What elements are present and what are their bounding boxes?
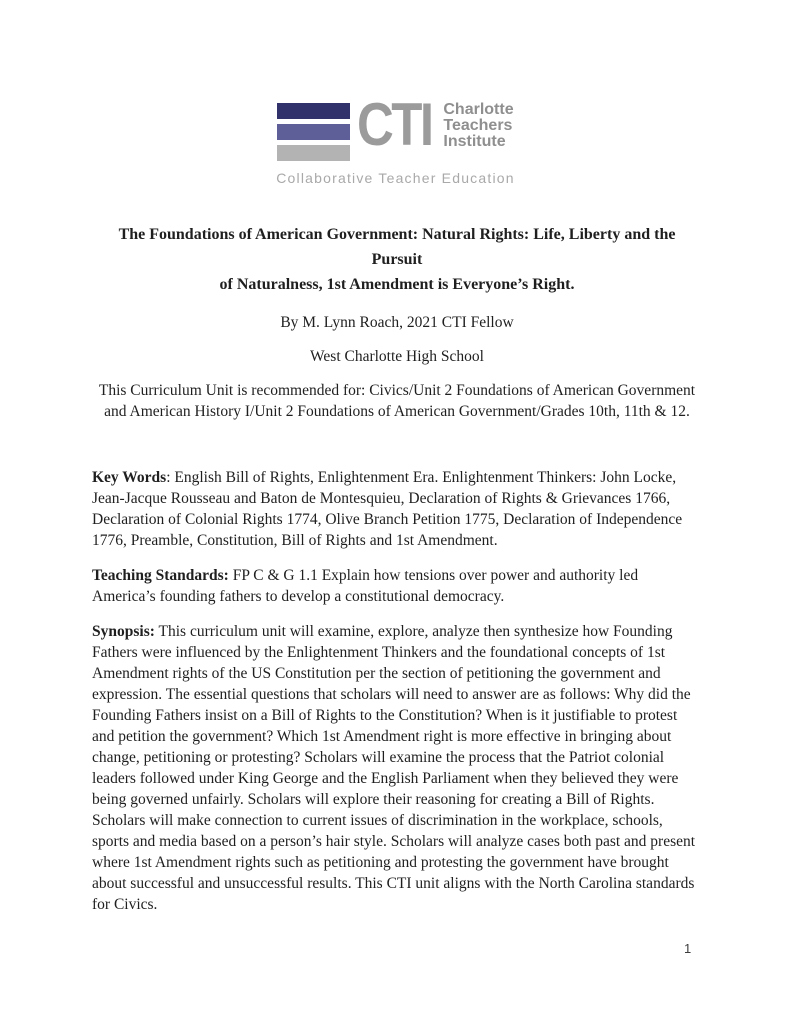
cti-logo xyxy=(0,91,791,186)
document-title-line-1: The Foundations of American Government: Natural Rights: Life, Liberty and the Pursuit xyxy=(118,226,676,268)
teaching-standards-label: Teaching Standards: xyxy=(92,567,229,584)
teaching-standards-body: FP C & G 1.1 Explain how tensions over power and authority led America’s founding fathers to develop a constitutional democracy. xyxy=(92,567,639,605)
logo-name-line-3: Institute xyxy=(443,133,506,150)
recommendation-line-1: This Curriculum Unit is recommended for: Civics/Unit 2 Foundations of American Government xyxy=(98,382,696,399)
document-title-line-2: of Naturalness, 1st Amendment is Everyone’s Right. xyxy=(219,276,575,293)
document-content xyxy=(92,222,702,929)
key-words-body: English Bill of Rights, Enlightenment Era. Enlightenment Thinkers: John Locke, Jean-Jacque Rousseau and Baton de Montesquieu, Declaration of Rights & Grievances 1766, Declaration of Colonial Rights 1774, Olive Branch Petition 1775, Declaration of Independence 1776, Preamble, Constitution, Bill of Rights and 1st Amendment. xyxy=(92,469,683,549)
recommendation-line-2: and American History I/Unit 2 Foundations of American Government/Grades 10th, 11th & 12. xyxy=(104,403,690,420)
logo-bar-top xyxy=(277,103,350,119)
page-number: 1 xyxy=(684,941,692,956)
recommendation-note xyxy=(92,380,702,422)
logo-acronym: CTI xyxy=(357,91,432,158)
sections xyxy=(92,467,702,915)
section-teaching-standards xyxy=(92,565,702,607)
key-words-label: Key Words xyxy=(92,469,167,486)
logo-acronym-wrap xyxy=(357,91,437,158)
section-key-words xyxy=(92,467,702,551)
logo-institute-name xyxy=(443,102,513,150)
logo-bar-middle xyxy=(277,124,350,140)
logo-bar-bottom xyxy=(277,145,350,161)
school-name: West Charlotte High School xyxy=(310,348,484,365)
document-title xyxy=(92,222,702,297)
author-byline: By M. Lynn Roach, 2021 CTI Fellow xyxy=(280,314,514,331)
logo-bars-icon xyxy=(277,103,350,161)
cti-logo-row xyxy=(277,91,514,161)
logo-tagline: Collaborative Teacher Education xyxy=(276,170,515,186)
synopsis-label: Synopsis: xyxy=(92,623,155,640)
synopsis-body: This curriculum unit will examine, explore, analyze then synthesize how Founding Fathers were influenced by the Enlightenment Thinkers and the foundational concepts of 1st Amendment rights of the US Constitution per the section of petitioning the government and expression. The essential questions that scholars will need to answer are as follows: Why did the Founding Fathers insist on a Bill of Rights to the Constitution? When is it justifiable to protest and petition the government? Which 1st Amendment right is more effective in bringing about change, petitioning or protesting? Scholars will examine the process that the Patriot colonial leaders followed under King George and the English Parliament when they believed they were being governed unfairly. Scholars will explore their reasoning for creating a Bill of Rights. Scholars will make connection to current issues of discrimination in the workplace, schools, sports and media based on a person’s hair style. Scholars will analyze cases both past and present where 1st Amendment rights such as petitioning and protesting the government have brought about successful and unsuccessful results. This CTI unit aligns with the North Carolina standards for Civics. xyxy=(92,623,696,913)
logo-name-line-1: Charlotte xyxy=(443,101,514,118)
section-synopsis xyxy=(92,621,702,915)
key-words-separator: : xyxy=(166,469,175,486)
logo-name-line-2: Teachers xyxy=(443,117,513,134)
